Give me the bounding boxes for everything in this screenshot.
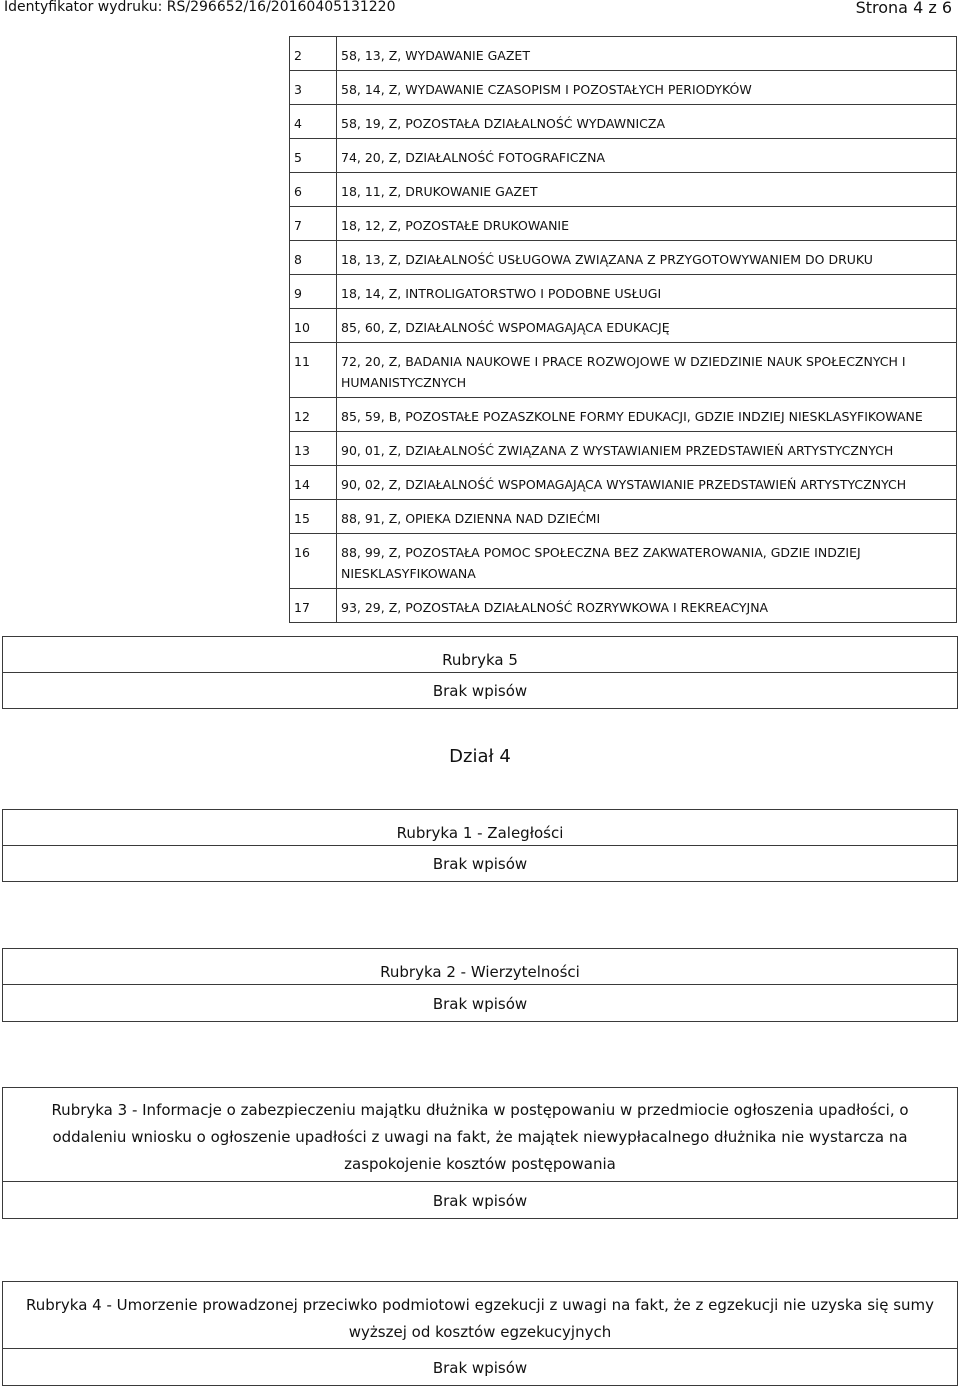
table-row xyxy=(290,500,957,534)
table-row xyxy=(290,37,957,71)
row-number: 2 xyxy=(290,37,337,71)
table-row xyxy=(290,466,957,500)
pkd-activity: 58, 14, Z, WYDAWANIE CZASOPISM I POZOSTAŁYCH PERIODYKÓW xyxy=(337,71,957,105)
rubryka-3-box xyxy=(2,1087,958,1219)
rubryka-3-value: Brak wpisów xyxy=(3,1181,957,1218)
rubryka-1-value: Brak wpisów xyxy=(3,845,957,881)
row-number: 17 xyxy=(290,589,337,623)
row-number: 15 xyxy=(290,500,337,534)
row-number: 12 xyxy=(290,398,337,432)
table-row xyxy=(290,207,957,241)
pkd-activity: 90, 01, Z, DZIAŁALNOŚĆ ZWIĄZANA Z WYSTAWIANIEM PRZEDSTAWIEŃ ARTYSTYCZNYCH xyxy=(337,432,957,466)
pkd-activity: 18, 13, Z, DZIAŁALNOŚĆ USŁUGOWA ZWIĄZANA Z PRZYGOTOWYWANIEM DO DRUKU xyxy=(337,241,957,275)
table-row xyxy=(290,173,957,207)
row-number: 7 xyxy=(290,207,337,241)
table-row xyxy=(290,139,957,173)
rubryka-5-title: Rubryka 5 xyxy=(442,651,518,669)
rubryka-5-value: Brak wpisów xyxy=(3,672,957,708)
pkd-activity: 58, 19, Z, POZOSTAŁA DZIAŁALNOŚĆ WYDAWNICZA xyxy=(337,105,957,139)
pkd-table xyxy=(289,36,957,623)
row-number: 13 xyxy=(290,432,337,466)
table-row xyxy=(290,589,957,623)
pkd-activity: 18, 14, Z, INTROLIGATORSTWO I PODOBNE USŁUGI xyxy=(337,275,957,309)
table-row xyxy=(290,432,957,466)
rubryka-4-box xyxy=(2,1281,958,1386)
rubryka-2-box xyxy=(2,948,958,1022)
row-number: 4 xyxy=(290,105,337,139)
pkd-activity: 74, 20, Z, DZIAŁALNOŚĆ FOTOGRAFICZNA xyxy=(337,139,957,173)
pkd-activity: 18, 12, Z, POZOSTAŁE DRUKOWANIE xyxy=(337,207,957,241)
row-number: 14 xyxy=(290,466,337,500)
table-row xyxy=(290,534,957,589)
pkd-activity: 72, 20, Z, BADANIA NAUKOWE I PRACE ROZWOJOWE W DZIEDZINIE NAUK SPOŁECZNYCH I HUMANISTYCZNYCH xyxy=(337,343,957,398)
page-number: Strona 4 z 6 xyxy=(855,0,952,17)
pkd-activity: 58, 13, Z, WYDAWANIE GAZET xyxy=(337,37,957,71)
row-number: 9 xyxy=(290,275,337,309)
table-row xyxy=(290,105,957,139)
row-number: 8 xyxy=(290,241,337,275)
pkd-activity: 85, 60, Z, DZIAŁALNOŚĆ WSPOMAGAJĄCA EDUKACJĘ xyxy=(337,309,957,343)
pkd-activity: 85, 59, B, POZOSTAŁE POZASZKOLNE FORMY EDUKACJI, GDZIE INDZIEJ NIESKLASYFIKOWANE xyxy=(337,398,957,432)
rubryka-4-title: Rubryka 4 - Umorzenie prowadzonej przeciwko podmiotowi egzekucji z uwagi na fakt, że z egzekucji nie uzyska się sumy wyższej od kosztów egzekucyjnych xyxy=(25,1296,935,1341)
pkd-activity: 90, 02, Z, DZIAŁALNOŚĆ WSPOMAGAJĄCA WYSTAWIANIE PRZEDSTAWIEŃ ARTYSTYCZNYCH xyxy=(337,466,957,500)
pkd-activity: 93, 29, Z, POZOSTAŁA DZIAŁALNOŚĆ ROZRYWKOWA I REKREACYJNA xyxy=(337,589,957,623)
rubryka-1-box xyxy=(2,809,958,882)
row-number: 5 xyxy=(290,139,337,173)
table-row xyxy=(290,275,957,309)
rubryka-2-value: Brak wpisów xyxy=(3,984,957,1021)
dzial-4-heading: Dział 4 xyxy=(449,746,511,767)
pkd-activity: 18, 11, Z, DRUKOWANIE GAZET xyxy=(337,173,957,207)
rubryka-2-title: Rubryka 2 - Wierzytelności xyxy=(380,963,580,981)
pkd-activity: 88, 91, Z, OPIEKA DZIENNA NAD DZIEĆMI xyxy=(337,500,957,534)
table-row xyxy=(290,241,957,275)
table-row xyxy=(290,343,957,398)
row-number: 11 xyxy=(290,343,337,398)
rubryka-3-title: Rubryka 3 - Informacje o zabezpieczeniu majątku dłużnika w postępowaniu w przedmiocie ogłoszenia upadłości, o oddaleniu wniosku o ogłoszenie upadłości z uwagi na fakt, że majątek niewypłacalnego dłużnika nie wystarcza na zaspokojenie kosztów postępowania xyxy=(51,1101,909,1173)
print-identifier: Identyfikator wydruku: RS/296652/16/20160405131220 xyxy=(4,0,396,15)
row-number: 10 xyxy=(290,309,337,343)
pkd-table-body xyxy=(290,37,957,623)
row-number: 6 xyxy=(290,173,337,207)
table-row xyxy=(290,398,957,432)
pkd-activity: 88, 99, Z, POZOSTAŁA POMOC SPOŁECZNA BEZ ZAKWATEROWANIA, GDZIE INDZIEJ NIESKLASYFIKOWANA xyxy=(337,534,957,589)
row-number: 16 xyxy=(290,534,337,589)
table-row xyxy=(290,309,957,343)
rubryka-1-title: Rubryka 1 - Zaległości xyxy=(396,824,564,842)
row-number: 3 xyxy=(290,71,337,105)
table-row xyxy=(290,71,957,105)
rubryka-5-box xyxy=(2,636,958,709)
rubryka-4-value: Brak wpisów xyxy=(3,1348,957,1385)
